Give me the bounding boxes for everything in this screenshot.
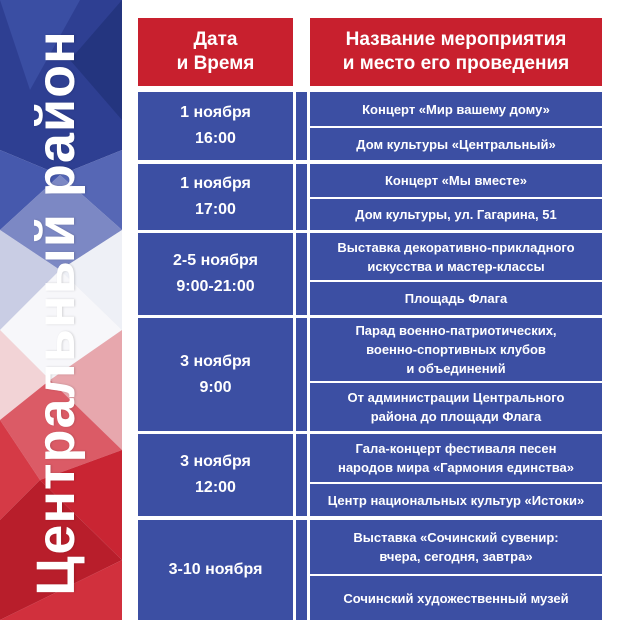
header-event-name: Название мероприятия и место его проведения bbox=[310, 18, 602, 86]
divider-cell bbox=[296, 164, 307, 230]
place-cell-6: Сочинский художественный музей bbox=[310, 576, 602, 620]
divider-cell bbox=[296, 434, 307, 516]
date-cell-2: 1 ноября 17:00 bbox=[138, 164, 293, 230]
place-cell-5: Центр национальных культур «Истоки» bbox=[310, 484, 602, 516]
header-date-time: Дата и Время bbox=[138, 18, 293, 86]
event-cell-4: Парад военно-патриотических, военно-спортивных клубов и объединений bbox=[310, 318, 602, 381]
place-cell-1: Дом культуры «Центральный» bbox=[310, 128, 602, 160]
divider-cell bbox=[296, 233, 307, 315]
date-cell-6: 3-10 ноября bbox=[138, 520, 293, 620]
place-cell-2: Дом культуры, ул. Гагарина, 51 bbox=[310, 199, 602, 230]
divider-cell bbox=[296, 520, 307, 620]
place-cell-3: Площадь Флага bbox=[310, 282, 602, 315]
event-cell-6: Выставка «Сочинский сувенир: вчера, сегодня, завтра» bbox=[310, 520, 602, 574]
event-cell-2: Концерт «Мы вместе» bbox=[310, 164, 602, 197]
date-cell-1: 1 ноября 16:00 bbox=[138, 92, 293, 160]
district-title-text: Центральный район bbox=[26, 30, 86, 596]
place-cell-4: От администрации Центрального района до площади Флага bbox=[310, 383, 602, 431]
event-cell-1: Концерт «Мир вашему дому» bbox=[310, 92, 602, 126]
divider-cell bbox=[296, 92, 307, 160]
date-cell-5: 3 ноября 12:00 bbox=[138, 434, 293, 516]
divider-cell bbox=[296, 318, 307, 431]
date-cell-4: 3 ноября 9:00 bbox=[138, 318, 293, 431]
event-cell-3: Выставка декоративно-прикладного искусства и мастер-классы bbox=[310, 233, 602, 280]
event-cell-5: Гала-концерт фестиваля песен народов мира «Гармония единства» bbox=[310, 434, 602, 482]
date-cell-3: 2-5 ноября 9:00-21:00 bbox=[138, 233, 293, 315]
district-title bbox=[0, 0, 112, 620]
